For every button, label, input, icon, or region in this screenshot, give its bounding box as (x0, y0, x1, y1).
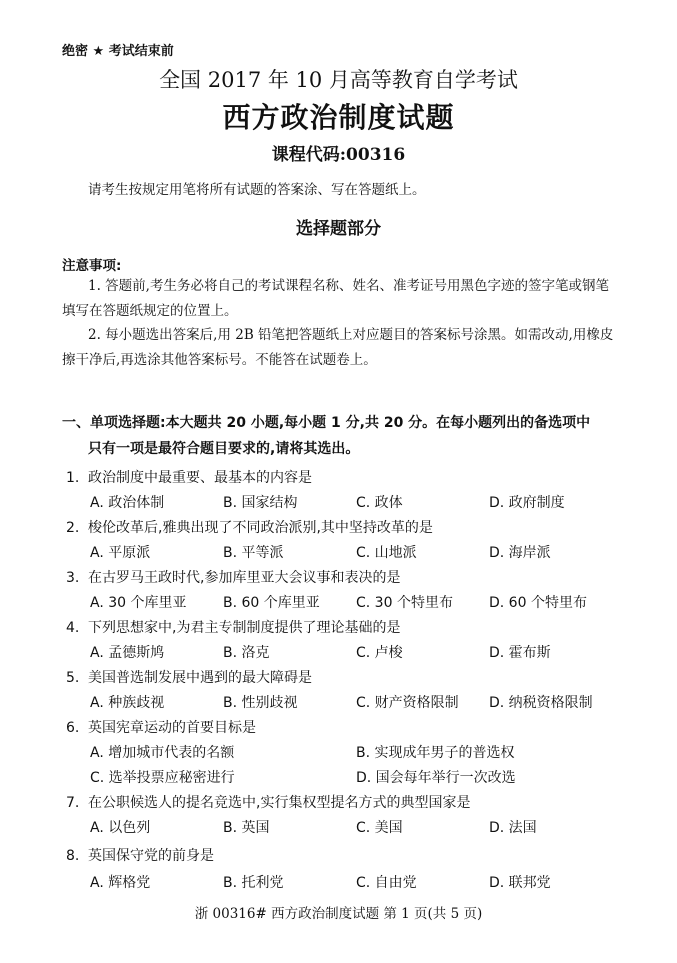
question-6 (66, 717, 256, 737)
option-d: D. 法国 (489, 820, 537, 836)
option-d: D. 海岸派 (489, 545, 551, 561)
option-c: C. 政体 (356, 495, 403, 511)
question-number: 2. (66, 520, 80, 536)
question-number: 1. (66, 470, 80, 486)
question-text: 在公职候选人的提名竞选中,实行集权型提名方式的典型国家是 (88, 795, 471, 811)
part-one-heading (62, 410, 662, 462)
notes-heading: 注意事项: (62, 258, 122, 274)
option-c: C. 财产资格限制 (356, 695, 459, 711)
option-b: B. 洛克 (223, 645, 270, 661)
question-4 (66, 617, 400, 637)
option-c: C. 自由党 (356, 875, 417, 891)
option-a: A. 政治体制 (90, 495, 165, 511)
option-b: B. 实现成年男子的普选权 (356, 745, 515, 761)
paper-title: 西方政治制度试题 (222, 101, 455, 134)
exam-title: 全国 2017 年 10 月高等教育自学考试 (159, 68, 518, 92)
part-one-heading-line2: 只有一项是最符合题目要求的,请将其选出。 (88, 441, 360, 457)
option-a: A. 增加城市代表的名额 (90, 745, 235, 761)
option-c: C. 卢梭 (356, 645, 403, 661)
option-b: B. 英国 (223, 820, 270, 836)
option-b: B. 60 个库里亚 (223, 595, 320, 611)
option-a: A. 种族歧视 (90, 695, 165, 711)
part-one-heading-line1: 一、单项选择题:本大题共 20 小题,每小题 1 分,共 20 分。在每小题列出的备选项中 (62, 415, 591, 431)
course-code: 课程代码:00316 (271, 145, 406, 165)
option-d: D. 政府制度 (489, 495, 565, 511)
question-1 (66, 467, 312, 487)
section-title: 选择题部分 (296, 219, 381, 239)
option-d: D. 纳税资格限制 (489, 695, 593, 711)
question-text: 英国保守党的前身是 (88, 848, 214, 864)
question-text: 梭伦改革后,雅典出现了不同政治派别,其中坚持改革的是 (88, 520, 433, 536)
option-d: D. 联邦党 (489, 875, 551, 891)
option-b: B. 托利党 (223, 875, 284, 891)
option-a: A. 平原派 (90, 545, 151, 561)
option-c: C. 美国 (356, 820, 403, 836)
question-text: 美国普选制发展中遇到的最大障碍是 (88, 670, 312, 686)
option-c: C. 山地派 (356, 545, 417, 561)
question-number: 6. (66, 720, 80, 736)
answer-instruction: 请考生按规定用笔将所有试题的答案涂、写在答题纸上。 (88, 182, 426, 198)
option-d: D. 60 个特里布 (489, 595, 587, 611)
question-number: 5. (66, 670, 80, 686)
question-text: 英国宪章运动的首要目标是 (88, 720, 256, 736)
question-text: 下列思想家中,为君主专制制度提供了理论基础的是 (88, 620, 401, 636)
option-a: A. 辉格党 (90, 875, 151, 891)
option-a: A. 孟德斯鸠 (90, 645, 165, 661)
question-text: 在古罗马王政时代,参加库里亚大会议事和表决的是 (88, 570, 401, 586)
option-b: B. 性别歧视 (223, 695, 298, 711)
option-a: A. 以色列 (90, 820, 151, 836)
option-d: D. 霍布斯 (489, 645, 551, 661)
question-text: 政治制度中最重要、最基本的内容是 (88, 470, 312, 486)
question-number: 3. (66, 570, 80, 586)
question-8 (66, 845, 214, 865)
option-a: A. 30 个库里亚 (90, 595, 187, 611)
page-footer: 浙 00316# 西方政治制度试题 第 1 页(共 5 页) (194, 906, 483, 922)
question-number: 4. (66, 620, 80, 636)
option-b: B. 国家结构 (223, 495, 298, 511)
secret-label: 绝密 ★ 考试结束前 (62, 44, 174, 59)
option-b: B. 平等派 (223, 545, 284, 561)
question-number: 7. (66, 795, 80, 811)
question-2 (66, 517, 433, 537)
note-item-2: 2. 每小题选出答案后,用 2B 铅笔把答题纸上对应题目的答案标号涂黑。如需改动,用橡皮擦干净后,再选涂其他答案标号。不能答在试题卷上。 (62, 327, 614, 368)
option-c: C. 选举投票应秘密进行 (90, 770, 235, 786)
note-item-1: 1. 答题前,考生务必将自己的考试课程名称、姓名、准考证号用黑色字迹的签字笔或钢笔填写在答题纸规定的位置上。 (62, 278, 609, 319)
option-c: C. 30 个特里布 (356, 595, 453, 611)
option-d: D. 国会每年举行一次改选 (356, 770, 516, 786)
question-7 (66, 792, 470, 812)
question-number: 8. (66, 848, 80, 864)
question-5 (66, 667, 312, 687)
question-3 (66, 567, 400, 587)
